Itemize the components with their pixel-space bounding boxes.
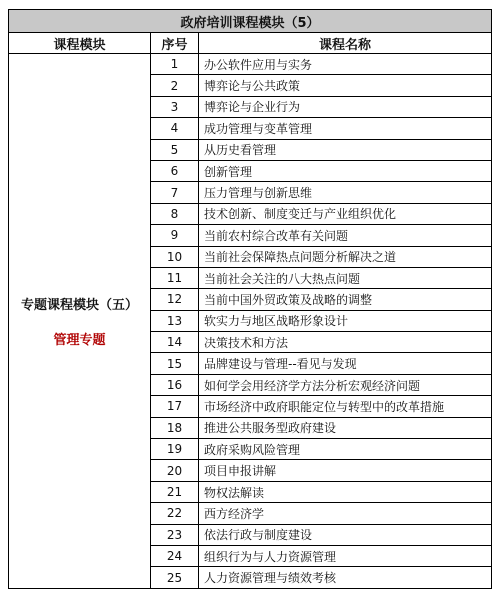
header-module: 课程模块 [9,33,151,54]
row-number: 24 [151,545,199,566]
course-name: 博弈论与企业行为 [199,96,492,117]
module-cell [9,54,151,589]
course-table [8,9,492,589]
course-name: 博弈论与公共政策 [199,75,492,96]
row-number: 25 [151,567,199,588]
course-name: 项目申报讲解 [199,460,492,481]
row-number: 12 [151,289,199,310]
course-name: 创新管理 [199,160,492,181]
course-name: 品牌建设与管理--看见与发现 [199,353,492,374]
course-name: 人力资源管理与绩效考核 [199,567,492,588]
row-number: 9 [151,225,199,246]
table-title-row [9,10,492,33]
course-name: 市场经济中政府职能定位与转型中的改革措施 [199,396,492,417]
course-name: 西方经济学 [199,503,492,524]
course-name: 物权法解读 [199,481,492,502]
row-number: 4 [151,118,199,139]
row-number: 20 [151,460,199,481]
course-name: 如何学会用经济学方法分析宏观经济问题 [199,374,492,395]
module-title: 专题课程模块（五） [20,297,138,313]
row-number: 8 [151,203,199,224]
course-name: 当前中国外贸政策及战略的调整 [199,289,492,310]
row-number: 11 [151,267,199,288]
course-name: 当前社会关注的八大热点问题 [199,267,492,288]
course-name: 决策技术和方法 [199,332,492,353]
row-number: 19 [151,439,199,460]
module-subtitle: 管理专题 [53,332,106,348]
row-number: 16 [151,374,199,395]
row-number: 17 [151,396,199,417]
row-number: 21 [151,481,199,502]
row-number: 1 [151,54,199,75]
row-number: 14 [151,332,199,353]
course-name: 成功管理与变革管理 [199,118,492,139]
course-name: 推进公共服务型政府建设 [199,417,492,438]
course-name: 压力管理与创新思维 [199,182,492,203]
table-row [9,54,492,75]
table-body [9,54,492,589]
course-name: 当前农村综合改革有关问题 [199,225,492,246]
table-header-row [9,33,492,54]
row-number: 18 [151,417,199,438]
course-table-container [8,9,492,589]
course-name: 办公软件应用与实务 [199,54,492,75]
row-number: 15 [151,353,199,374]
table-title: 政府培训课程模块（5） [9,10,492,33]
course-name: 软实力与地区战略形象设计 [199,310,492,331]
row-number: 2 [151,75,199,96]
row-number: 13 [151,310,199,331]
header-course-name: 课程名称 [199,33,492,54]
row-number: 22 [151,503,199,524]
header-number: 序号 [151,33,199,54]
course-name: 当前社会保障热点问题分析解决之道 [199,246,492,267]
course-name: 政府采购风险管理 [199,439,492,460]
row-number: 3 [151,96,199,117]
row-number: 23 [151,524,199,545]
course-name: 依法行政与制度建设 [199,524,492,545]
row-number: 6 [151,160,199,181]
course-name: 组织行为与人力资源管理 [199,545,492,566]
row-number: 10 [151,246,199,267]
row-number: 5 [151,139,199,160]
course-name: 技术创新、制度变迁与产业组织优化 [199,203,492,224]
course-name: 从历史看管理 [199,139,492,160]
row-number: 7 [151,182,199,203]
